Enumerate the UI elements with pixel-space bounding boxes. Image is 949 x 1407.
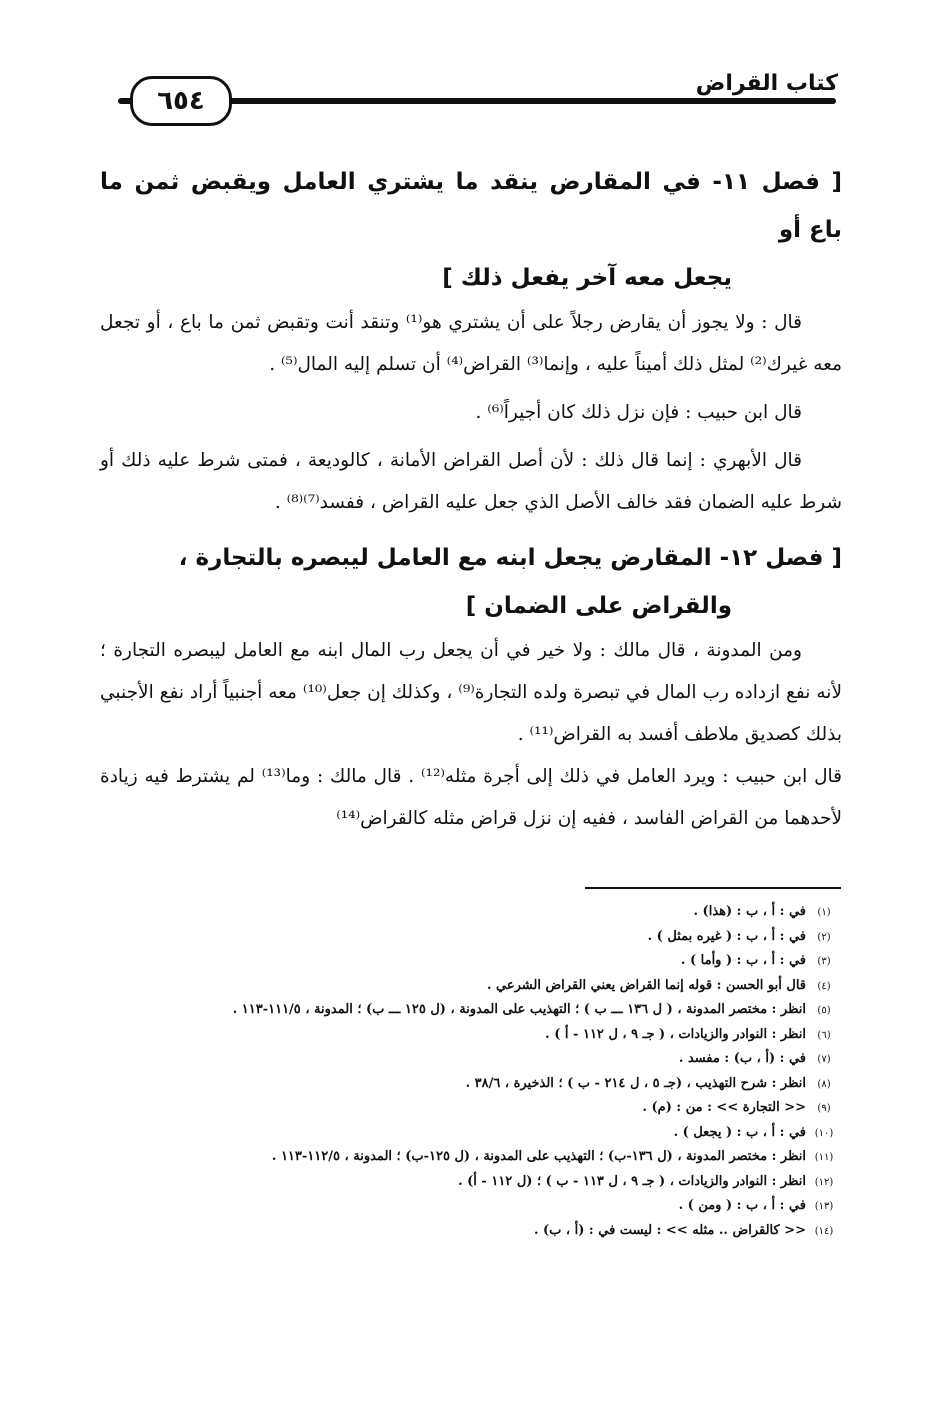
footnote	[100, 1047, 842, 1072]
footnote	[100, 998, 842, 1023]
footnote	[100, 1219, 842, 1244]
footnote	[100, 900, 842, 925]
footnote-number: (٧)	[817, 1054, 831, 1065]
footnote	[100, 974, 842, 999]
footnote-text: انظر : النوادر والزيادات ، ( جـ ٩ ، ل ١١٢ - أ ) .	[545, 1026, 806, 1042]
footnote	[100, 1194, 842, 1219]
footnote-number: (٢)	[817, 931, 831, 943]
footnote-text: في : أ ، ب : ( يجعل ) .	[673, 1124, 806, 1140]
section-heading-11	[100, 158, 842, 302]
footnote-text: انظر : شرح التهذيب ، (جـ ٥ ، ل ٢١٤ - ب ) ؛ الذخيرة ، ٣٨/٦ .	[465, 1075, 806, 1091]
footnote-number: (١١)	[814, 1152, 834, 1163]
section-heading-12-line1: [ فصل ١٢- المقارض يجعل ابنه مع العامل ليبصره بالتجارة ،	[178, 545, 842, 571]
footnote	[100, 1145, 842, 1170]
paragraph: ومن المدونة ، قال مالك : ولا خير في أن يجعل رب المال ابنه مع العامل ليبصره التجارة ؛ لأنه نفع ازداده رب المال في تبصرة ولده التجارة⁽⁹⁾ ، وكذلك إن جعل⁽¹⁰⁾ معه أجنبياً أراد نفع الأجنبي بذلك كصديق ملاطف أفسد به القراض⁽¹¹⁾ .	[100, 640, 842, 745]
footnote	[100, 1023, 842, 1048]
footnote-text: << كالقراض .. مثله >> : ليست في : (أ ، ب) .	[533, 1222, 806, 1238]
footnote	[100, 925, 842, 950]
footnote-number: (٣)	[817, 956, 831, 967]
footnote-number: (٤)	[817, 980, 831, 992]
footnote-text: في : أ ، ب : (هذا) .	[693, 904, 806, 919]
footnote-number: (١٢)	[814, 1176, 834, 1188]
footnote-text: قال أبو الحسن : قوله إنما القراض يعني القراض الشرعي .	[486, 977, 806, 993]
footnote-text: في : (أ ، ب) : مفسد .	[678, 1051, 806, 1066]
footnotes	[100, 900, 842, 1243]
footnote-number: (١٤)	[814, 1225, 834, 1237]
paragraph: قال : ولا يجوز أن يقارض رجلاً على أن يشتري هو⁽¹⁾ وتنقد أنت وتقبض ثمن ما باع ، أو تجعل معه غيرك⁽²⁾ لمثل ذلك أميناً عليه ، وإنما⁽³⁾ القراض⁽⁴⁾ أن تسلم إليه المال⁽⁵⁾ .	[100, 312, 842, 375]
footnote-number: (٥)	[817, 1005, 831, 1016]
footnote-number: (١٠)	[814, 1127, 834, 1139]
paragraph: قال ابن حبيب : فإن نزل ذلك كان أجيراً⁽⁶⁾ .	[475, 402, 802, 423]
page-number: ٦٥٤	[130, 76, 232, 126]
footnote	[100, 1096, 842, 1121]
footnote	[100, 1170, 842, 1195]
footnote-text: انظر : مختصر المدونة ، (ل ١٣٦-ب) ؛ التهذيب على المدونة ، (ل ١٢٥-ب) ؛ المدونة ، ١١٢/٥-١١٣ .	[271, 1149, 806, 1164]
footnote-text: في : أ ، ب : ( ومن ) .	[678, 1198, 806, 1213]
footnote-text: في : أ ، ب : ( غيره بمثل ) .	[647, 928, 806, 944]
footnote	[100, 1121, 842, 1146]
footnote-number: (٨)	[817, 1078, 831, 1090]
footnote-text: << التجارة >> : من : (م) .	[642, 1100, 806, 1115]
section-heading-12	[100, 534, 842, 630]
paragraph: قال ابن حبيب : ويرد العامل في ذلك إلى أجرة مثله⁽¹²⁾ . قال مالك : وما⁽¹³⁾ لم يشترط فيه زيادة لأحدهما من القراض الفاسد ، ففيه إن نزل قراض مثله كالقراض⁽¹⁴⁾	[100, 766, 843, 829]
footnote-text: انظر : مختصر المدونة ، ( ل ١٣٦ ـــ ب ) ؛ التهذيب على المدونة ، (ل ١٢٥ ـــ ب) ؛ المدونة ، ١١١/٥-١١٣ .	[232, 1002, 806, 1017]
footnote	[100, 949, 842, 974]
section-heading-11-line1: [ فصل ١١- في المقارض ينقد ما يشتري العامل ويقبض ثمن ما باع أو	[100, 169, 842, 243]
footnote-number: (١)	[817, 907, 831, 918]
footnote-text: انظر : النوادر والزيادات ، ( جـ ٩ ، ل ١١٣ - ب ) ؛ (ل ١١٢ - أ) .	[458, 1173, 806, 1189]
paragraph: قال الأبهري : إنما قال ذلك : لأن أصل القراض الأمانة ، كالوديعة ، فمتى شرط عليه ذلك أو شرط عليه الضمان فقد خالف الأصل الذي جعل عليه القراض ، ففسد⁽⁷⁾⁽⁸⁾ .	[100, 450, 842, 513]
main-text	[100, 158, 842, 840]
footnote-text: في : أ ، ب : ( وأما ) .	[680, 953, 806, 968]
section-heading-11-line2: يجعل معه آخر يفعل ذلك ]	[442, 265, 732, 291]
running-title: كتاب القراض	[686, 70, 838, 98]
footnote-number: (١٣)	[814, 1201, 834, 1212]
running-header	[118, 70, 838, 130]
footnote-number: (٩)	[817, 1103, 831, 1114]
section-heading-12-line2: والقراض على الضمان ]	[465, 593, 732, 619]
footnote-number: (٦)	[817, 1029, 831, 1041]
footnote-separator	[585, 887, 841, 889]
footnote	[100, 1072, 842, 1097]
